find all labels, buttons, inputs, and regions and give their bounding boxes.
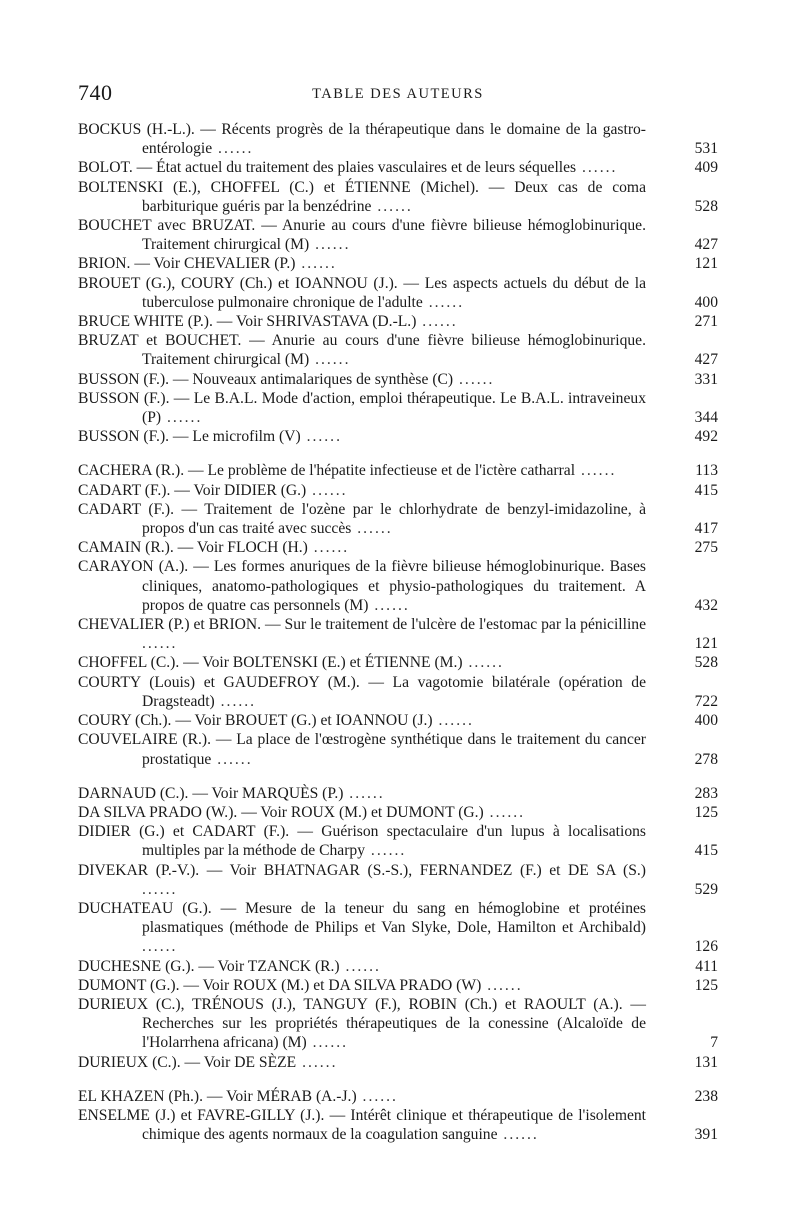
- leader-dots: ......: [453, 370, 495, 388]
- index-entry: [78, 178, 718, 216]
- entry-page-number: 121: [694, 255, 718, 273]
- index-entry: [78, 370, 718, 389]
- entry-text: CADART (F.). — Voir DIDIER (G.): [78, 481, 307, 499]
- leader-dots: ......: [432, 712, 474, 730]
- entry-text: BOUCHET avec BRUZAT. — Anurie au cours d'une fièvre bilieuse hémoglobinurique. Traitement chirurgical (M): [78, 217, 646, 254]
- index-entry: [78, 861, 718, 899]
- index-entry: [78, 822, 718, 860]
- leader-dots: ......: [142, 938, 178, 956]
- running-title: TABLE DES AUTEURS: [312, 86, 484, 102]
- index-entry: [78, 653, 718, 672]
- entry-text: BRUCE WHITE (P.). — Voir SHRIVASTAVA (D.-L.): [78, 313, 417, 331]
- leader-dots: ......: [212, 140, 254, 158]
- leader-dots: ......: [306, 1034, 349, 1052]
- index-entry: [78, 461, 718, 480]
- entry-page-number: 7: [710, 1034, 718, 1052]
- entry-text: COURY (Ch.). — Voir BROUET (G.) et IOANNOU (J.): [78, 712, 433, 730]
- entry-text: BRUZAT et BOUCHET. — Anurie au cours d'une fièvre bilieuse hémoglobinurique. Traitement chirurgical (M): [78, 332, 646, 369]
- entry-page-number: 238: [694, 1087, 718, 1105]
- index-entry: [78, 254, 718, 273]
- entry-text: CHOFFEL (C.). — Voir BOLTENSKI (E.) et ÉTIENNE (M.): [78, 654, 463, 672]
- entry-text: DIDIER (G.) et CADART (F.). — Guérison spectaculaire d'un lupus à localisations multiples par la méthode de Charpy: [78, 823, 646, 860]
- index-entry: [78, 500, 718, 538]
- entry-text: CACHERA (R.). — Le problème de l'hépatite infectieuse et de l'ictère catharral: [78, 462, 576, 480]
- entry-text: BROUET (G.), COURY (Ch.) et IOANNOU (J.). — Les aspects actuels du début de la tuberculose pulmonaire chronique de l'adulte: [78, 274, 646, 311]
- entry-page-number: 528: [694, 197, 718, 215]
- index-entry: [78, 312, 718, 331]
- index-entry: [78, 1087, 718, 1106]
- leader-dots: ......: [422, 293, 465, 311]
- entry-text: EL KHAZEN (Ph.). — Voir MÉRAB (A.-J.): [78, 1087, 357, 1105]
- entry-page-number: 125: [694, 803, 718, 821]
- index-entry: [78, 976, 718, 995]
- entry-page-number: 131: [694, 1053, 718, 1071]
- entry-text: CAMAIN (R.). — Voir FLOCH (H.): [78, 539, 308, 557]
- entry-page-number: 409: [694, 159, 718, 177]
- entry-text: DUCHESNE (G.). — Voir TZANCK (R.): [78, 957, 340, 975]
- index-entry: [78, 1053, 718, 1072]
- entry-text: BUSSON (F.). — Nouveaux antimalariques de synthèse (C): [78, 370, 454, 388]
- entry-text: COURTY (Louis) et GAUDEFROY (M.). — La vagotomie bilatérale (opération de Dragsteadt): [78, 673, 646, 710]
- index-entry: [78, 216, 718, 254]
- index-entry: [78, 957, 718, 976]
- leader-dots: ......: [368, 596, 410, 614]
- entry-page-number: 278: [694, 750, 718, 768]
- entry-page-number: 417: [694, 520, 718, 538]
- entry-page-number: 492: [694, 428, 718, 446]
- leader-dots: ......: [211, 750, 253, 768]
- entry-text: ENSELME (J.) et FAVRE-GILLY (J.). — Intérêt clinique et thérapeutique de l'isolement chimique des agents normaux de la coagulation sanguine: [78, 1106, 646, 1144]
- leader-dots: ......: [142, 635, 178, 653]
- leader-dots: ......: [356, 1087, 398, 1105]
- entry-page-number: 415: [694, 842, 718, 860]
- page-header: [78, 80, 718, 108]
- entry-text: COUVELAIRE (R.). — La place de l'œstrogène synthétique dans le traitement du cancer prostatique: [78, 731, 646, 768]
- entry-page-number: 531: [694, 140, 718, 158]
- entry-text: DUMONT (G.). — Voir ROUX (M.) et DA SILVA PRADO (W): [78, 976, 482, 994]
- index-entry: [78, 995, 718, 1053]
- leader-dots: ......: [142, 880, 178, 898]
- leader-dots: ......: [576, 159, 618, 177]
- leader-dots: ......: [306, 481, 348, 499]
- entry-text: BRION. — Voir CHEVALIER (P.): [78, 255, 296, 273]
- entry-page-number: 415: [694, 481, 718, 499]
- index-entry: [78, 538, 718, 557]
- entry-page-number: 331: [694, 370, 718, 388]
- entry-text: CADART (F.). — Traitement de l'ozène par le chlorhydrate de benzyl-imidazoline, à propos d'un cas traité avec succès: [78, 500, 646, 538]
- entry-page-number: 400: [694, 712, 718, 730]
- entry-text: CHEVALIER (P.) et BRION. — Sur le traitement de l'ulcère de l'estomac par la pénicilline: [78, 616, 646, 634]
- index-entry: [78, 389, 718, 427]
- entry-text: BOCKUS (H.-L.). — Récents progrès de la thérapeutique dans le domaine de la gastro-entérologie: [78, 121, 646, 158]
- leader-dots: ......: [365, 842, 407, 860]
- leader-dots: ......: [161, 409, 203, 427]
- leader-dots: ......: [339, 957, 381, 975]
- index-entry: [78, 1106, 718, 1144]
- leader-dots: ......: [343, 784, 385, 802]
- entry-text: BUSSON (F.). — Le B.A.L. Mode d'action, emploi thérapeutique. Le B.A.L. intraveineux (P): [78, 389, 646, 427]
- entry-page-number: 400: [694, 293, 718, 311]
- entry-page-number: 391: [694, 1126, 718, 1144]
- index-entry: [78, 158, 718, 177]
- index-entry: [78, 427, 718, 446]
- index-entry: [78, 673, 718, 711]
- index-entry: [78, 899, 718, 957]
- entry-text: BUSSON (F.). — Le microfilm (V): [78, 428, 301, 446]
- entry-page-number: 529: [694, 880, 718, 898]
- leader-dots: ......: [300, 428, 342, 446]
- entry-page-number: 344: [694, 409, 718, 427]
- leader-dots: ......: [307, 539, 350, 557]
- page-number: 740: [78, 80, 113, 105]
- entry-text: DARNAUD (C.). — Voir MARQUÈS (P.): [78, 784, 344, 802]
- index-entry: [78, 803, 718, 822]
- entry-text: BOLOT. — État actuel du traitement des plaies vasculaires et de leurs séquelles: [78, 159, 577, 177]
- entry-text: BOLTENSKI (E.), CHOFFEL (C.) et ÉTIENNE (Michel). — Deux cas de coma barbiturique guéris par la benzédrine: [78, 178, 646, 215]
- index-entry: [78, 331, 718, 369]
- index-entry: [78, 711, 718, 730]
- index-entry: [78, 481, 718, 500]
- entry-text: DURIEUX (C.), TRÉNOUS (J.), TANGUY (F.), ROBIN (Ch.) et RAOULT (A.). — Recherches sur les propriétés thérapeutiques de la conessine (Alcaloïde de l'Holarrhena africana) (M): [78, 995, 646, 1052]
- index-entry: [78, 730, 718, 768]
- leader-dots: ......: [296, 1053, 338, 1071]
- index-entry: [78, 120, 718, 158]
- entry-text: DIVEKAR (P.-V.). — Voir BHATNAGAR (S.-S.), FERNANDEZ (F.) et DE SA (S.): [78, 861, 646, 879]
- entry-page-number: 121: [694, 635, 718, 653]
- entry-page-number: 722: [694, 692, 718, 710]
- leader-dots: ......: [295, 255, 337, 273]
- leader-dots: ......: [416, 313, 458, 331]
- entry-page-number: 126: [694, 938, 718, 956]
- index-entry: [78, 557, 718, 615]
- entry-page-number: 271: [694, 313, 718, 331]
- index-entry: [78, 274, 718, 312]
- leader-dots: ......: [575, 462, 617, 480]
- leader-dots: ......: [483, 803, 526, 821]
- leader-dots: ......: [351, 520, 393, 538]
- leader-dots: ......: [462, 654, 504, 672]
- entry-page-number: 528: [694, 654, 718, 672]
- index-entry: [78, 615, 718, 653]
- leader-dots: ......: [371, 197, 413, 215]
- leader-dots: ......: [497, 1126, 539, 1144]
- leader-dots: ......: [309, 236, 351, 254]
- entry-text: DURIEUX (C.). — Voir DE SÈZE: [78, 1053, 297, 1071]
- entry-text: CARAYON (A.). — Les formes anuriques de la fièvre bilieuse hémoglobinurique. Bases cliniques, anatomo-pathologiques et physio-pathologiques du traitement. A propos de quatre cas personnels (M): [78, 558, 646, 614]
- entry-page-number: 411: [695, 957, 718, 975]
- author-index-list: [78, 120, 718, 1144]
- index-entry: [78, 784, 718, 803]
- entry-page-number: 432: [694, 596, 718, 614]
- entry-page-number: 283: [694, 784, 718, 802]
- entry-page-number: 275: [694, 539, 718, 557]
- leader-dots: ......: [214, 692, 257, 710]
- entry-text: DA SILVA PRADO (W.). — Voir ROUX (M.) et DUMONT (G.): [78, 803, 484, 821]
- entry-text: DUCHATEAU (G.). — Mesure de la teneur du sang en hémoglobine et protéines plasmatiques (méthode de Philips et Van Slyke, Dole, Hamilton et Archibald): [78, 899, 646, 937]
- leader-dots: ......: [481, 976, 523, 994]
- entry-page-number: 427: [694, 351, 718, 369]
- entry-page-number: 427: [694, 236, 718, 254]
- leader-dots: ......: [309, 351, 351, 369]
- entry-page-number: 113: [695, 462, 718, 480]
- entry-page-number: 125: [694, 976, 718, 994]
